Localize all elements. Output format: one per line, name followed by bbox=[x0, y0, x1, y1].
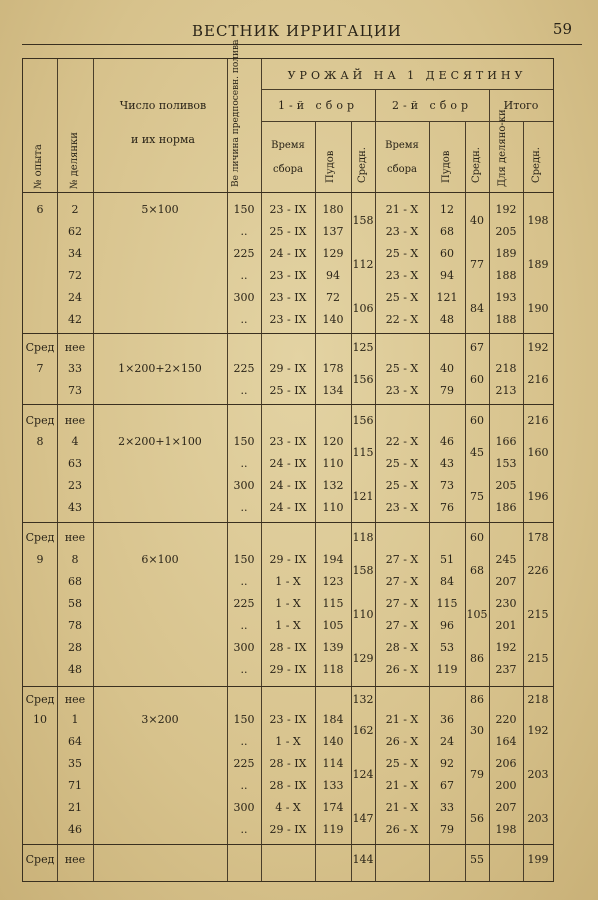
harvest1-poods: 140 bbox=[322, 735, 344, 748]
plot-total: 166 bbox=[495, 435, 517, 448]
plot-number: 35 bbox=[68, 757, 82, 770]
experiment-number: 6 bbox=[36, 203, 44, 216]
harvest1-date: 28 - IX bbox=[269, 757, 307, 770]
harvest2-poods: 40 bbox=[440, 362, 454, 375]
plot-total: 237 bbox=[495, 663, 517, 676]
plot-number: 2 bbox=[71, 203, 79, 216]
header-plot-total: Для деляно-ки bbox=[497, 109, 508, 187]
experiment-number: 9 bbox=[36, 553, 44, 566]
harvest2-date: 21 - X bbox=[385, 713, 419, 726]
plot-number: 23 bbox=[68, 479, 82, 492]
harvest1-date: 29 - IX bbox=[269, 823, 307, 836]
harvest1-average: 156 bbox=[352, 373, 374, 386]
plot-number: 72 bbox=[68, 269, 82, 282]
header-experiment-no: № опыта bbox=[33, 144, 44, 189]
total-average: 199 bbox=[527, 853, 549, 866]
total-average: 215 bbox=[527, 652, 549, 665]
average-label: Сред bbox=[25, 414, 55, 427]
harvest1-date: 1 - X bbox=[275, 575, 301, 588]
plot-total: 245 bbox=[495, 553, 517, 566]
harvest1-poods: 115 bbox=[322, 597, 344, 610]
header-harvest-2: 2-й сбор bbox=[392, 99, 472, 112]
moisture-value: 300 bbox=[233, 801, 255, 814]
harvest2-date: 26 - X bbox=[385, 735, 419, 748]
harvest2-average: 30 bbox=[470, 724, 484, 737]
harvest1-average: 162 bbox=[352, 724, 374, 737]
harvest1-date: 25 - IX bbox=[269, 225, 307, 238]
harvest1-poods: 118 bbox=[322, 663, 344, 676]
harvest2-average: 86 bbox=[470, 652, 484, 665]
plot-total: 207 bbox=[495, 575, 517, 588]
plot-number: 8 bbox=[71, 553, 79, 566]
harvest2-date: 25 - X bbox=[385, 291, 419, 304]
row-divider bbox=[261, 89, 553, 90]
harvest1-date: 24 - IX bbox=[269, 247, 307, 260]
harvest1-date: 23 - IX bbox=[269, 313, 307, 326]
journal-title: ВЕСТНИК ИРРИГАЦИИ bbox=[192, 22, 402, 40]
header-time-2: Время bbox=[385, 140, 419, 151]
harvest2-date: 27 - X bbox=[385, 597, 419, 610]
plot-total: 205 bbox=[495, 225, 517, 238]
harvest2-poods: 48 bbox=[440, 313, 454, 326]
plot-number: 73 bbox=[68, 384, 82, 397]
harvest1-average: 156 bbox=[352, 414, 374, 427]
header-time-1b: сбора bbox=[272, 164, 303, 175]
harvest2-date: 23 - X bbox=[385, 225, 419, 238]
harvest2-poods: 79 bbox=[440, 823, 454, 836]
moisture-value: .. bbox=[240, 779, 248, 792]
total-average: 216 bbox=[527, 414, 549, 427]
moisture-value: .. bbox=[240, 823, 248, 836]
harvest2-poods: 43 bbox=[440, 457, 454, 470]
plot-total: 201 bbox=[495, 619, 517, 632]
harvest2-poods: 46 bbox=[440, 435, 454, 448]
total-average: 196 bbox=[527, 490, 549, 503]
harvest1-poods: 134 bbox=[322, 384, 344, 397]
harvest1-average: 110 bbox=[352, 608, 374, 621]
plot-total: 188 bbox=[495, 313, 517, 326]
average-label: Сред bbox=[25, 531, 55, 544]
harvest2-poods: 36 bbox=[440, 713, 454, 726]
plot-number: 62 bbox=[68, 225, 82, 238]
watering-norm: 1×200+2×150 bbox=[118, 362, 202, 375]
plot-number: 4 bbox=[71, 435, 79, 448]
harvest1-poods: 72 bbox=[326, 291, 340, 304]
harvest2-poods: 76 bbox=[440, 501, 454, 514]
harvest1-date: 29 - IX bbox=[269, 553, 307, 566]
harvest1-average: 132 bbox=[352, 693, 374, 706]
harvest1-date: 1 - X bbox=[275, 735, 301, 748]
harvest2-poods: 119 bbox=[436, 663, 458, 676]
harvest2-date: 22 - X bbox=[385, 435, 419, 448]
watering-norm: 6×100 bbox=[141, 553, 179, 566]
harvest2-average: 86 bbox=[470, 693, 484, 706]
moisture-value: 150 bbox=[233, 203, 255, 216]
harvest2-date: 21 - X bbox=[385, 801, 419, 814]
harvest2-average: 60 bbox=[470, 373, 484, 386]
harvest1-poods: 140 bbox=[322, 313, 344, 326]
harvest1-date: 29 - IX bbox=[269, 362, 307, 375]
moisture-value: .. bbox=[240, 457, 248, 470]
plot-total: 164 bbox=[495, 735, 517, 748]
harvest1-poods: 178 bbox=[322, 362, 344, 375]
moisture-value: 300 bbox=[233, 641, 255, 654]
moisture-value: 225 bbox=[233, 757, 255, 770]
harvest1-date: 23 - IX bbox=[269, 269, 307, 282]
harvest1-poods: 132 bbox=[322, 479, 344, 492]
moisture-value: 225 bbox=[233, 362, 255, 375]
plot-total: 153 bbox=[495, 457, 517, 470]
page-header bbox=[22, 18, 582, 45]
plot-number: 78 bbox=[68, 619, 82, 632]
plot-total: 200 bbox=[495, 779, 517, 792]
harvest1-poods: 120 bbox=[322, 435, 344, 448]
header-yield: УРОЖАЙ НА 1 ДЕСЯТИНУ bbox=[287, 69, 527, 82]
harvest2-date: 26 - X bbox=[385, 823, 419, 836]
moisture-value: 150 bbox=[233, 713, 255, 726]
harvest1-date: 28 - IX bbox=[269, 779, 307, 792]
harvest1-date: 23 - IX bbox=[269, 435, 307, 448]
total-average: 198 bbox=[527, 214, 549, 227]
header-watering-norm: и их норма bbox=[131, 133, 195, 146]
harvest2-poods: 79 bbox=[440, 384, 454, 397]
harvest1-date: 1 - X bbox=[275, 619, 301, 632]
harvest2-date: 27 - X bbox=[385, 553, 419, 566]
harvest1-average: 158 bbox=[352, 214, 374, 227]
moisture-value: 300 bbox=[233, 291, 255, 304]
header-watering: Число поливов bbox=[119, 99, 207, 112]
average-label: Сред bbox=[25, 853, 55, 866]
harvest1-poods: 114 bbox=[322, 757, 344, 770]
plot-number: 24 bbox=[68, 291, 82, 304]
plot-total: 192 bbox=[495, 641, 517, 654]
harvest2-average: 45 bbox=[470, 446, 484, 459]
experiment-number: 10 bbox=[33, 713, 47, 726]
harvest1-average: 121 bbox=[352, 490, 374, 503]
harvest1-average: 106 bbox=[352, 302, 374, 315]
plot-total: 220 bbox=[495, 713, 517, 726]
harvest1-poods: 129 bbox=[322, 247, 344, 260]
harvest2-poods: 12 bbox=[440, 203, 454, 216]
header-moisture: Ве личина предпосевн. полива bbox=[231, 39, 241, 187]
harvest2-average: 105 bbox=[466, 608, 488, 621]
watering-norm: 2×200+1×100 bbox=[118, 435, 202, 448]
harvest2-poods: 115 bbox=[436, 597, 458, 610]
moisture-value: 225 bbox=[233, 247, 255, 260]
plot-total: 206 bbox=[495, 757, 517, 770]
moisture-value: .. bbox=[240, 501, 248, 514]
harvest2-date: 23 - X bbox=[385, 269, 419, 282]
harvest1-average: 112 bbox=[352, 258, 374, 271]
harvest1-average: 144 bbox=[352, 853, 374, 866]
harvest1-date: 25 - IX bbox=[269, 384, 307, 397]
harvest1-date: 24 - IX bbox=[269, 501, 307, 514]
harvest1-date: 4 - X bbox=[275, 801, 301, 814]
harvest2-date: 28 - X bbox=[385, 641, 419, 654]
row-divider bbox=[261, 121, 553, 122]
total-average: 192 bbox=[527, 341, 549, 354]
experiment-number: 7 bbox=[36, 362, 44, 375]
harvest2-date: 25 - X bbox=[385, 247, 419, 260]
plot-number: 1 bbox=[71, 713, 79, 726]
header-bottom bbox=[23, 192, 553, 193]
harvest2-average: 77 bbox=[470, 258, 484, 271]
harvest2-date: 27 - X bbox=[385, 619, 419, 632]
harvest2-poods: 53 bbox=[440, 641, 454, 654]
group-divider bbox=[23, 404, 553, 405]
moisture-value: .. bbox=[240, 663, 248, 676]
plot-total: 207 bbox=[495, 801, 517, 814]
total-average: 189 bbox=[527, 258, 549, 271]
harvest1-poods: 123 bbox=[322, 575, 344, 588]
average-label-suffix: нее bbox=[64, 531, 86, 544]
plot-number: 21 bbox=[68, 801, 82, 814]
harvest2-date: 26 - X bbox=[385, 663, 419, 676]
harvest2-date: 23 - X bbox=[385, 501, 419, 514]
plot-total: 193 bbox=[495, 291, 517, 304]
harvest2-average: 75 bbox=[470, 490, 484, 503]
harvest2-poods: 24 bbox=[440, 735, 454, 748]
watering-norm: 3×200 bbox=[141, 713, 179, 726]
harvest1-average: 129 bbox=[352, 652, 374, 665]
plot-total: 230 bbox=[495, 597, 517, 610]
harvest2-poods: 84 bbox=[440, 575, 454, 588]
harvest1-average: 125 bbox=[352, 341, 374, 354]
moisture-value: .. bbox=[240, 269, 248, 282]
harvest1-poods: 119 bbox=[322, 823, 344, 836]
plot-number: 34 bbox=[68, 247, 82, 260]
plot-number: 64 bbox=[68, 735, 82, 748]
plot-number: 43 bbox=[68, 501, 82, 514]
harvest1-poods: 139 bbox=[322, 641, 344, 654]
harvest2-poods: 68 bbox=[440, 225, 454, 238]
harvest2-date: 27 - X bbox=[385, 575, 419, 588]
harvest2-average: 68 bbox=[470, 564, 484, 577]
harvest1-date: 23 - IX bbox=[269, 291, 307, 304]
total-average: 178 bbox=[527, 531, 549, 544]
header-total: Итого bbox=[503, 99, 539, 112]
plot-number: 33 bbox=[68, 362, 82, 375]
moisture-value: .. bbox=[240, 619, 248, 632]
plot-number: 63 bbox=[68, 457, 82, 470]
moisture-value: 300 bbox=[233, 479, 255, 492]
moisture-value: .. bbox=[240, 313, 248, 326]
harvest2-date: 22 - X bbox=[385, 313, 419, 326]
harvest2-poods: 33 bbox=[440, 801, 454, 814]
total-average: 203 bbox=[527, 812, 549, 825]
plot-total: 205 bbox=[495, 479, 517, 492]
harvest1-date: 29 - IX bbox=[269, 663, 307, 676]
header-time-1: Время bbox=[271, 140, 305, 151]
average-label-suffix: нее bbox=[64, 341, 86, 354]
header-poods-2: Пудов bbox=[441, 150, 452, 183]
harvest1-poods: 133 bbox=[322, 779, 344, 792]
harvest2-poods: 96 bbox=[440, 619, 454, 632]
harvest1-date: 1 - X bbox=[275, 597, 301, 610]
plot-total: 198 bbox=[495, 823, 517, 836]
moisture-value: .. bbox=[240, 384, 248, 397]
harvest1-poods: 110 bbox=[322, 457, 344, 470]
plot-total: 192 bbox=[495, 203, 517, 216]
group-divider bbox=[23, 522, 553, 523]
harvest1-poods: 94 bbox=[326, 269, 340, 282]
average-label-suffix: нее bbox=[64, 693, 86, 706]
harvest1-poods: 105 bbox=[322, 619, 344, 632]
harvest1-date: 24 - IX bbox=[269, 457, 307, 470]
harvest1-poods: 180 bbox=[322, 203, 344, 216]
experiment-number: 8 bbox=[36, 435, 44, 448]
harvest2-average: 56 bbox=[470, 812, 484, 825]
total-average: 215 bbox=[527, 608, 549, 621]
harvest2-date: 21 - X bbox=[385, 203, 419, 216]
group-divider bbox=[23, 686, 553, 687]
page-number: 59 bbox=[552, 20, 572, 38]
harvest2-poods: 51 bbox=[440, 553, 454, 566]
group-divider bbox=[23, 844, 553, 845]
total-average: 192 bbox=[527, 724, 549, 737]
harvest2-average: 79 bbox=[470, 768, 484, 781]
harvest2-poods: 121 bbox=[436, 291, 458, 304]
average-label-suffix: нее bbox=[64, 853, 86, 866]
plot-number: 58 bbox=[68, 597, 82, 610]
total-average: 160 bbox=[527, 446, 549, 459]
harvest2-date: 23 - X bbox=[385, 384, 419, 397]
header-poods-1: Пудов bbox=[325, 150, 336, 183]
plot-number: 48 bbox=[68, 663, 82, 676]
col-divider bbox=[93, 59, 94, 881]
header-avg-1: Средн. bbox=[357, 147, 368, 183]
moisture-value: 225 bbox=[233, 597, 255, 610]
harvest1-date: 28 - IX bbox=[269, 641, 307, 654]
harvest2-average: 40 bbox=[470, 214, 484, 227]
header-avg-total: Средн. bbox=[531, 147, 542, 183]
average-label: Сред bbox=[25, 341, 55, 354]
harvest2-average: 60 bbox=[470, 414, 484, 427]
harvest2-date: 25 - X bbox=[385, 757, 419, 770]
moisture-value: 150 bbox=[233, 435, 255, 448]
harvest2-average: 60 bbox=[470, 531, 484, 544]
plot-total: 213 bbox=[495, 384, 517, 397]
total-average: 216 bbox=[527, 373, 549, 386]
harvest1-average: 118 bbox=[352, 531, 374, 544]
total-average: 190 bbox=[527, 302, 549, 315]
header-avg-2: Средн. bbox=[471, 147, 482, 183]
harvest2-date: 25 - X bbox=[385, 362, 419, 375]
header-harvest-1: 1-й сбор bbox=[278, 99, 358, 112]
harvest2-date: 25 - X bbox=[385, 457, 419, 470]
plot-number: 28 bbox=[68, 641, 82, 654]
plot-number: 71 bbox=[68, 779, 82, 792]
harvest2-poods: 73 bbox=[440, 479, 454, 492]
harvest2-poods: 92 bbox=[440, 757, 454, 770]
moisture-value: .. bbox=[240, 225, 248, 238]
harvest2-date: 25 - X bbox=[385, 479, 419, 492]
moisture-value: 150 bbox=[233, 553, 255, 566]
harvest2-poods: 94 bbox=[440, 269, 454, 282]
harvest1-poods: 184 bbox=[322, 713, 344, 726]
harvest1-poods: 137 bbox=[322, 225, 344, 238]
harvest1-date: 23 - IX bbox=[269, 203, 307, 216]
harvest2-poods: 67 bbox=[440, 779, 454, 792]
plot-number: 42 bbox=[68, 313, 82, 326]
harvest2-poods: 60 bbox=[440, 247, 454, 260]
yield-table bbox=[22, 39, 554, 882]
harvest1-date: 23 - IX bbox=[269, 713, 307, 726]
harvest2-average: 84 bbox=[470, 302, 484, 315]
total-average: 226 bbox=[527, 564, 549, 577]
harvest1-average: 115 bbox=[352, 446, 374, 459]
average-label-suffix: нее bbox=[64, 414, 86, 427]
harvest2-average: 67 bbox=[470, 341, 484, 354]
harvest1-date: 24 - IX bbox=[269, 479, 307, 492]
harvest1-average: 124 bbox=[352, 768, 374, 781]
total-average: 218 bbox=[527, 693, 549, 706]
header-time-2b: сбора bbox=[386, 164, 417, 175]
harvest1-average: 147 bbox=[352, 812, 374, 825]
harvest1-average: 158 bbox=[352, 564, 374, 577]
plot-number: 68 bbox=[68, 575, 82, 588]
moisture-value: .. bbox=[240, 735, 248, 748]
harvest1-poods: 194 bbox=[322, 553, 344, 566]
harvest2-date: 21 - X bbox=[385, 779, 419, 792]
plot-total: 218 bbox=[495, 362, 517, 375]
watering-norm: 5×100 bbox=[141, 203, 179, 216]
harvest1-poods: 174 bbox=[322, 801, 344, 814]
group-divider bbox=[23, 333, 553, 334]
total-average: 203 bbox=[527, 768, 549, 781]
harvest2-average: 55 bbox=[470, 853, 484, 866]
plot-total: 189 bbox=[495, 247, 517, 260]
header-plot-no: № делянки bbox=[69, 132, 80, 189]
plot-total: 188 bbox=[495, 269, 517, 282]
plot-total: 186 bbox=[495, 501, 517, 514]
harvest1-poods: 110 bbox=[322, 501, 344, 514]
average-label: Сред bbox=[25, 693, 55, 706]
plot-number: 46 bbox=[68, 823, 82, 836]
moisture-value: .. bbox=[240, 575, 248, 588]
